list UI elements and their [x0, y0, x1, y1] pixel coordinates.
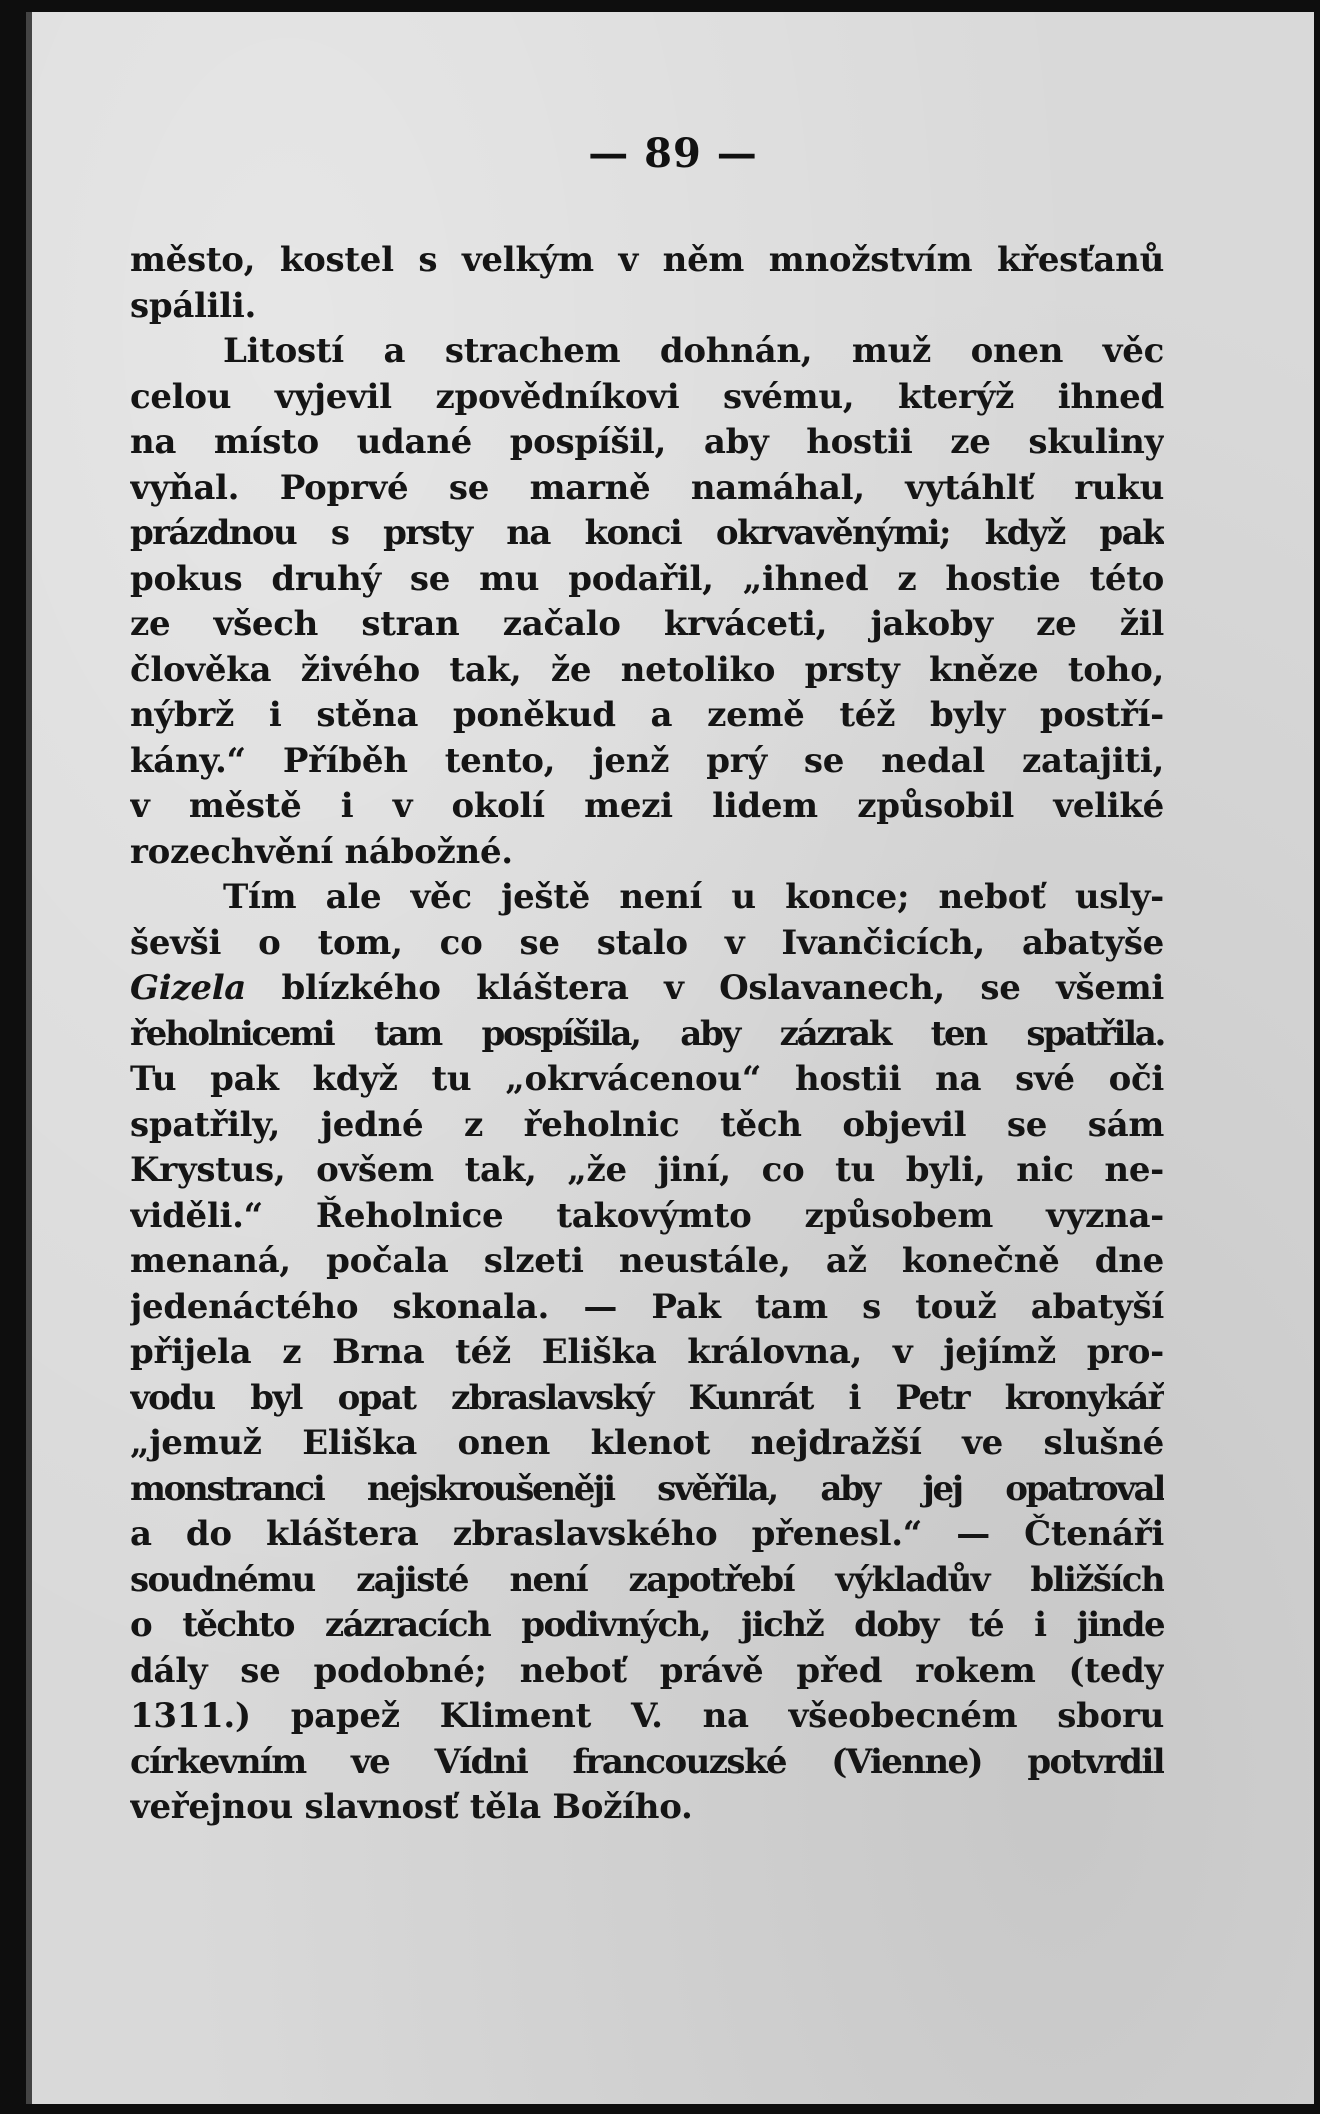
text-line: na místo udané pospíšil, aby hostii ze skuliny [130, 422, 1164, 462]
text-line: dály se podobné; neboť právě před rokem (tedy [130, 1650, 1164, 1691]
text-line: rozechvění nábožné. [130, 831, 513, 872]
text-line: jedenáctého skonala. — Pak tam s touž abatyší [130, 1286, 1164, 1327]
text-line: Krystus, ovšem tak, „že jiní, co tu byli, nic ne- [130, 1150, 1164, 1190]
page-number: — 89 — [588, 130, 758, 177]
text-line: ševši o tom, co se stalo v Ivančicích, abatyše [130, 922, 1164, 963]
text-line: vyňal. Poprvé se marně namáhal, vytáhlť ruku [130, 467, 1164, 508]
italic-name: Gizela [130, 968, 247, 1008]
text-line: celou vyjevil zpovědníkovi svému, kterýž ihned [130, 376, 1164, 417]
text-line: Tu pak když tu „okrvácenou“ hostii na své oči [130, 1059, 1164, 1099]
body-text [130, 238, 1164, 1831]
text-line: prázdnou s prsty na konci okrvavěnými; když pak [130, 513, 1164, 553]
text-line: „jemuž Eliška onen klenot nejdražší ve slušné [130, 1423, 1164, 1463]
text-line: soudnému zajisté není zapotřebí výkladův bližších [130, 1559, 1164, 1600]
text-line: o těchto zázracích podivných, jichž doby té i jinde [130, 1605, 1164, 1645]
book-page [26, 12, 1314, 2104]
text-line: spatřily, jedné z řeholnic těch objevil se sám [130, 1104, 1164, 1145]
text-line: monstranci nejskroušeněji svěřila, aby jej opatroval [130, 1468, 1164, 1509]
text-line: vodu byl opat zbraslavský Kunrát i Petr kronykář [130, 1377, 1164, 1418]
text-line: člověka živého tak, že netoliko prsty kněze toho, [130, 649, 1164, 690]
text-line: řeholnicemi tam pospíšila, aby zázrak ten spatřila. [130, 1013, 1164, 1054]
text-line-rest: blízkého kláštera v Oslavanech, se všemi [281, 968, 1164, 1008]
text-line: spálili. [130, 285, 257, 326]
text-line: v městě i v okolí mezi lidem způsobil veliké [130, 786, 1164, 826]
text-line: nýbrž i stěna poněkud a země též byly postří- [130, 695, 1164, 735]
text-line: přijela z Brna též Eliška královna, v jejímž pro- [130, 1332, 1164, 1372]
text-line: viděli.“ Řeholnice takovýmto způsobem vyzna- [130, 1195, 1164, 1236]
text-line: menaná, počala slzeti neustále, až konečně dne [130, 1241, 1164, 1281]
text-line: ze všech stran začalo krváceti, jakoby ze žil [130, 604, 1164, 644]
text-line: Tím ale věc ještě není u konce; neboť usly- [223, 877, 1164, 917]
text-line: město, kostel s velkým v něm množstvím křesťanů [130, 240, 1164, 280]
text-line: veřejnou slavnosť těla Božího. [130, 1787, 693, 1827]
text-line: 1311.) papež Kliment V. na všeobecném sboru [130, 1696, 1164, 1736]
text-line: pokus druhý se mu podařil, „ihned z hostie této [130, 558, 1164, 599]
text-line [130, 966, 1164, 1012]
text-line: a do kláštera zbraslavského přenesl.“ — Čtenáři [130, 1514, 1164, 1554]
text-line: církevním ve Vídni francouzské (Vienne) potvrdil [130, 1741, 1164, 1782]
text-line: kány.“ Příběh tento, jenž prý se nedal zatajiti, [130, 740, 1164, 781]
text-line: Litostí a strachem dohnán, muž onen věc [223, 331, 1164, 371]
